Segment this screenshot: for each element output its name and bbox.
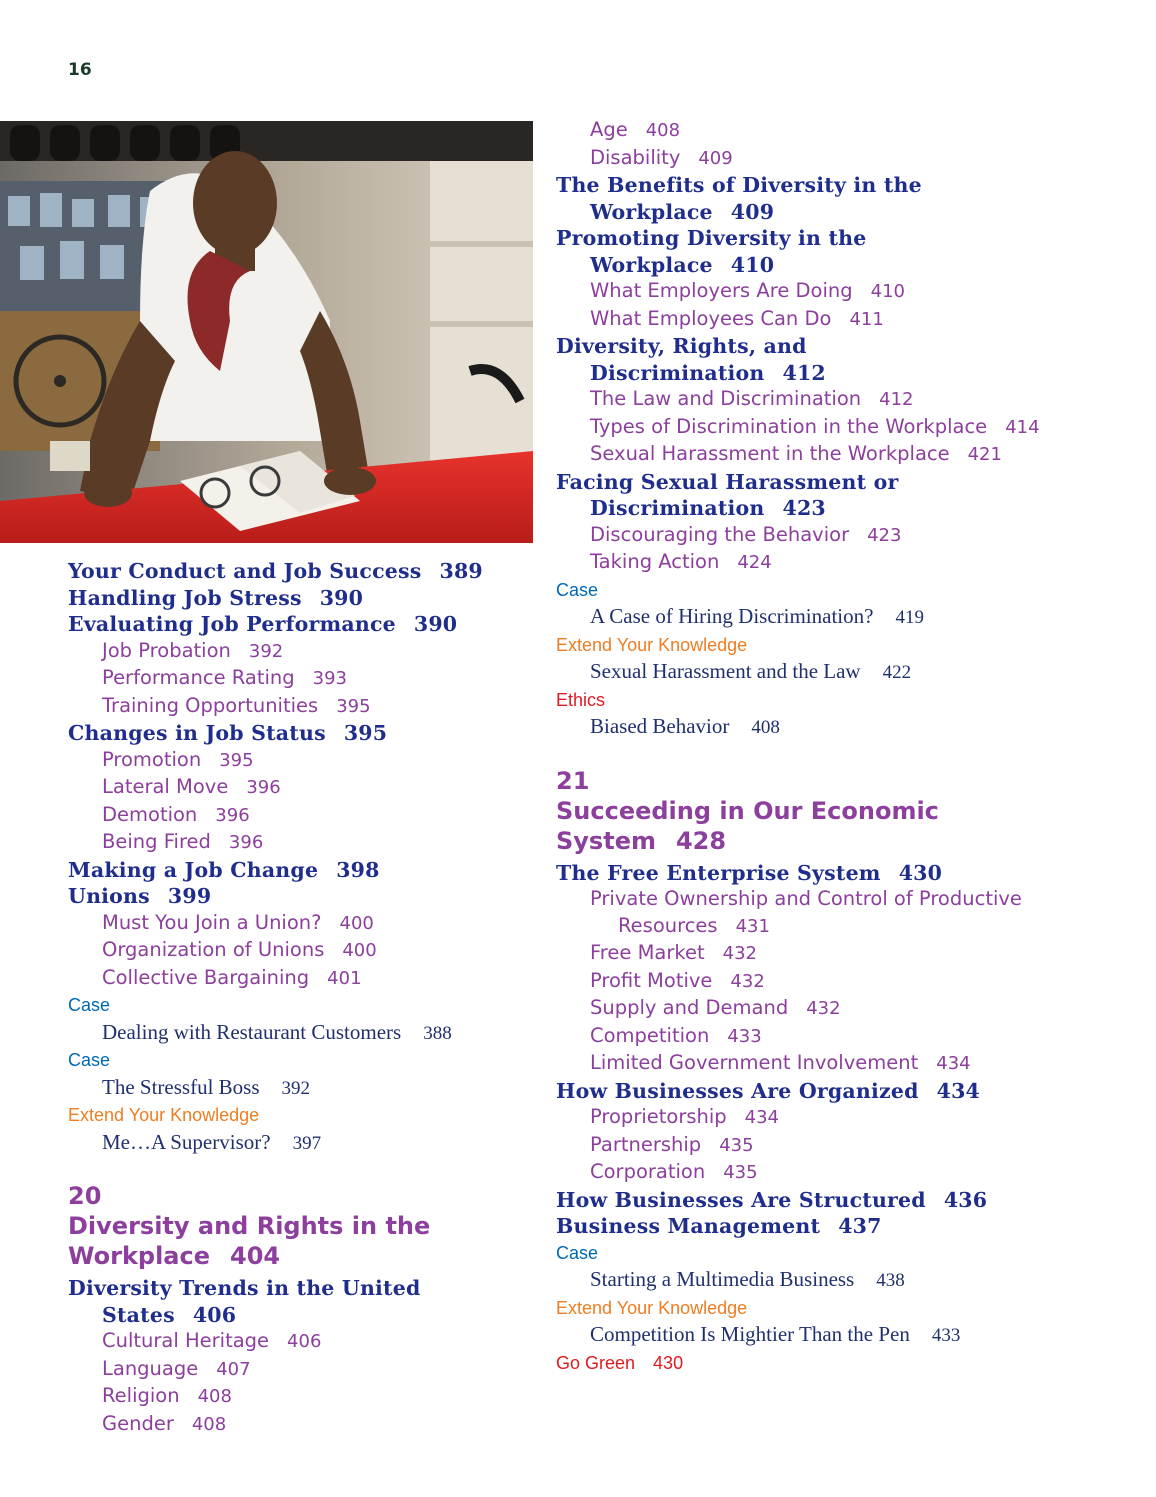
toc-subheading[interactable]: Performance Rating 393 bbox=[102, 666, 347, 689]
feature-label-extend: Extend Your Knowledge bbox=[556, 634, 748, 655]
left-column bbox=[68, 558, 538, 1438]
toc-subheading[interactable]: Cultural Heritage 406 bbox=[102, 1329, 322, 1352]
toc-subheading[interactable]: Types of Discrimination in the Workplace 414 bbox=[590, 414, 1040, 438]
toc-heading[interactable]: The Benefits of Diversity in the Workplace 409 bbox=[556, 173, 922, 224]
toc-heading[interactable]: How Businesses Are Structured 436 bbox=[556, 1187, 988, 1212]
toc-heading[interactable]: Promoting Diversity in the Workplace 410 bbox=[556, 226, 867, 277]
toc-subheading[interactable]: Sexual Harassment in the Workplace 421 bbox=[590, 442, 1002, 465]
toc-subheading[interactable]: The Law and Discrimination 412 bbox=[590, 387, 914, 410]
feature-entry[interactable]: The Stressful Boss 392 bbox=[102, 1074, 310, 1099]
toc-subheading[interactable]: Being Fired 396 bbox=[102, 830, 264, 853]
feature-entry[interactable]: Starting a Multimedia Business 438 bbox=[590, 1267, 905, 1291]
toc-subheading[interactable]: Lateral Move 396 bbox=[102, 775, 281, 798]
toc-subheading[interactable]: Organization of Unions 400 bbox=[102, 938, 377, 961]
feature-entry[interactable]: Sexual Harassment and the Law 422 bbox=[590, 659, 912, 683]
feature-label-extend: Extend Your Knowledge bbox=[68, 1105, 260, 1125]
chapter-number: 20 bbox=[68, 1182, 102, 1210]
toc-subheading[interactable]: Profit Motive 432 bbox=[590, 968, 765, 992]
toc-heading[interactable]: Business Management 437 bbox=[556, 1214, 882, 1238]
feature-entry[interactable]: Dealing with Restaurant Customers 388 bbox=[102, 1019, 452, 1044]
toc-subheading[interactable]: What Employees Can Do 411 bbox=[590, 306, 884, 330]
toc-subheading[interactable]: Discouraging the Behavior 423 bbox=[590, 522, 902, 546]
feature-label-case: Case bbox=[556, 579, 599, 600]
man-at-bike-shop-photo bbox=[0, 121, 533, 543]
toc-subheading[interactable]: Demotion 396 bbox=[102, 802, 250, 826]
toc-subheading[interactable]: Partnership 435 bbox=[590, 1132, 754, 1156]
toc-heading[interactable]: How Businesses Are Organized 434 bbox=[556, 1078, 981, 1103]
toc-heading[interactable]: Unions 399 bbox=[68, 884, 212, 908]
toc-subheading[interactable]: Private Ownership and Control of Productive Resources 431 bbox=[590, 887, 1022, 937]
toc-subheading[interactable]: What Employers Are Doing 410 bbox=[590, 279, 905, 302]
toc-heading[interactable]: Diversity Trends in the United States 406 bbox=[68, 1276, 421, 1327]
toc-heading[interactable]: Your Conduct and Job Success 389 bbox=[68, 559, 483, 583]
toc-subheading[interactable]: Religion 408 bbox=[102, 1384, 232, 1407]
toc-heading[interactable]: The Free Enterprise System 430 bbox=[556, 860, 943, 885]
feature-label-case: Case bbox=[556, 1242, 599, 1263]
toc-heading[interactable]: Diversity, Rights, and Discrimination 412 bbox=[556, 334, 826, 385]
feature-entry[interactable]: Biased Behavior 408 bbox=[590, 714, 780, 738]
chapter-title[interactable]: Succeeding in Our Economic System 428 bbox=[556, 796, 939, 855]
toc-subheading[interactable]: Disability 409 bbox=[590, 145, 733, 169]
toc-heading[interactable]: Facing Sexual Harassment or Discrimination 423 bbox=[556, 469, 899, 520]
toc-subheading[interactable]: Proprietorship 434 bbox=[590, 1105, 780, 1128]
toc-subheading[interactable]: Free Market 432 bbox=[590, 941, 757, 964]
toc-heading[interactable]: Making a Job Change 398 bbox=[68, 857, 380, 882]
toc-subheading[interactable]: Supply and Demand 432 bbox=[590, 996, 841, 1019]
feature-entry[interactable]: A Case of Hiring Discrimination? 419 bbox=[590, 604, 924, 628]
toc-subheading[interactable]: Taking Action 424 bbox=[590, 550, 772, 573]
chapter-number: 21 bbox=[556, 766, 590, 795]
toc-subheading[interactable]: Corporation 435 bbox=[590, 1160, 758, 1183]
toc-subheading[interactable]: Job Probation 392 bbox=[102, 638, 284, 662]
toc-subheading[interactable]: Promotion 395 bbox=[102, 747, 254, 771]
feature-label-extend: Extend Your Knowledge bbox=[556, 1297, 748, 1318]
right-column bbox=[556, 117, 1040, 1376]
toc-subheading[interactable]: Limited Government Involvement 434 bbox=[590, 1051, 971, 1074]
toc-heading[interactable]: Handling Job Stress 390 bbox=[68, 585, 364, 610]
toc-subheading[interactable]: Collective Bargaining 401 bbox=[102, 965, 362, 989]
page-number: 16 bbox=[68, 60, 92, 80]
toc-subheading[interactable]: Training Opportunities 395 bbox=[102, 693, 371, 717]
feature-label-ethics: Ethics bbox=[556, 689, 606, 710]
feature-label-case: Case bbox=[68, 1050, 111, 1070]
toc-heading[interactable]: Changes in Job Status 395 bbox=[68, 721, 388, 745]
toc-subheading[interactable]: Age 408 bbox=[590, 118, 681, 141]
toc-subheading[interactable]: Gender 408 bbox=[102, 1411, 227, 1435]
toc-subheading[interactable]: Must You Join a Union? 400 bbox=[102, 910, 374, 934]
feature-label-case: Case bbox=[68, 995, 111, 1015]
toc-heading[interactable]: Evaluating Job Performance 390 bbox=[68, 612, 458, 636]
feature-entry[interactable]: Me…A Supervisor? 397 bbox=[102, 1129, 322, 1154]
toc-subheading[interactable]: Competition 433 bbox=[590, 1023, 762, 1047]
feature-entry[interactable]: Competition Is Mightier Than the Pen 433 bbox=[590, 1322, 961, 1346]
feature-label-go-green[interactable]: Go Green 430 bbox=[556, 1352, 684, 1373]
toc-subheading[interactable]: Language 407 bbox=[102, 1356, 251, 1380]
chapter-title[interactable]: Diversity and Rights in the Workplace 404 bbox=[68, 1212, 431, 1270]
